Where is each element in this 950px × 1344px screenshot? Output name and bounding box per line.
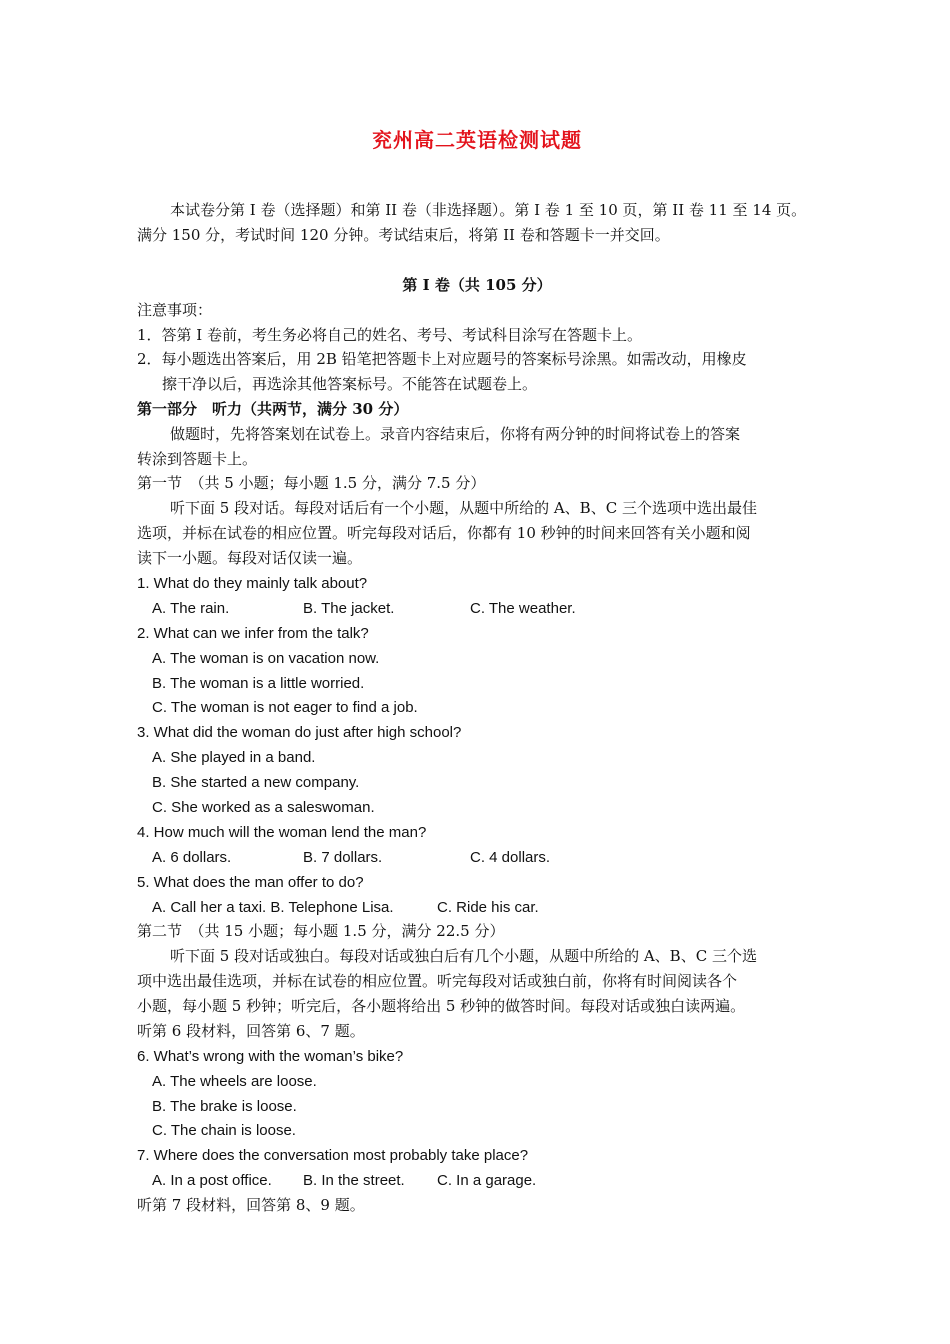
option-c: C. The chain is loose. xyxy=(152,1122,296,1139)
question-1-stem: 1. What do they mainly talk about? xyxy=(137,575,368,592)
section-2-desc-line-1: 听下面 5 段对话或独白。每段对话或独白后有几个小题，从题中所给的 A、B、C 三个选 xyxy=(170,947,757,965)
section-2-desc-line-3: 小题，每小题 5 秒钟；听完后，各小题将给出 5 秒钟的做答时间。每段对话或独白读两遍。 xyxy=(137,997,746,1015)
material-7-label: 听第 7 段材料，回答第 8、9 题。 xyxy=(137,1196,365,1214)
question-2-stem: 2. What can we infer from the talk? xyxy=(137,625,369,642)
intro-line-2: 满分 150 分，考试时间 120 分钟。考试结束后，将第 II 卷和答题卡一并交回。 xyxy=(137,226,670,244)
intro-line-1: 本试卷分第 I 卷（选择题）和第 II 卷（非选择题）。第 I 卷 1 至 10 页，第 II 卷 11 至 14 页。 xyxy=(170,201,807,219)
option-a-b: A. Call her a taxi. B. Telephone Lisa. xyxy=(152,899,394,916)
section-1-desc-line-3: 读下一小题。每段对话仅读一遍。 xyxy=(137,549,363,567)
option-a: A. The wheels are loose. xyxy=(152,1073,317,1090)
question-4-stem: 4. How much will the woman lend the man? xyxy=(137,824,427,841)
option-a: A. In a post office. xyxy=(152,1172,272,1189)
option-c: C. The weather. xyxy=(470,600,576,617)
part-1-heading: 第一部分 听力（共两节，满分 30 分） xyxy=(137,400,409,418)
option-b: B. In the street. xyxy=(303,1172,405,1189)
notes-label: 注意事项： xyxy=(137,301,213,319)
note-2-line-2: 擦干净以后，再选涂其他答案标号。不能答在试题卷上。 xyxy=(162,375,538,393)
option-c: C. Ride his car. xyxy=(437,899,539,916)
page-title: 兖州高二英语检测试题 xyxy=(372,128,582,152)
option-c: C. In a garage. xyxy=(437,1172,537,1189)
section-1-desc-line-1: 听下面 5 段对话。每段对话后有一个小题，从题中所给的 A、B、C 三个选项中选出最佳 xyxy=(170,499,757,517)
option-b: B. The woman is a little worried. xyxy=(152,675,365,692)
note-2-line-1: 2．每小题选出答案后，用 2B 铅笔把答题卡上对应题号的答案标号涂黑。如需改动，用橡皮 xyxy=(137,350,747,368)
question-6-stem: 6. What’s wrong with the woman’s bike? xyxy=(137,1048,404,1065)
part-1-desc-line-1: 做题时，先将答案划在试卷上。录音内容结束后，你将有两分钟的时间将试卷上的答案 xyxy=(170,425,741,443)
section-2-desc-line-2: 项中选出最佳选项，并标在试卷的相应位置。听完每段对话或独白前，你将有时间阅读各个 xyxy=(137,972,738,990)
question-7-stem: 7. Where does the conversation most probably take place? xyxy=(137,1147,529,1164)
material-6-label: 听第 6 段材料，回答第 6、7 题。 xyxy=(137,1022,365,1040)
option-b: B. The jacket. xyxy=(303,600,395,617)
option-a: A. She played in a band. xyxy=(152,749,316,766)
option-b: B. 7 dollars. xyxy=(303,849,383,866)
note-1: 1．答第 I 卷前，考生务必将自己的姓名、考号、考试科目涂写在答题卡上。 xyxy=(137,326,643,344)
part-1-desc-line-2: 转涂到答题卡上。 xyxy=(137,450,258,468)
option-c: C. She worked as a saleswoman. xyxy=(152,799,375,816)
option-c: C. The woman is not eager to find a job. xyxy=(152,699,418,716)
option-a: A. 6 dollars. xyxy=(152,849,232,866)
question-3-stem: 3. What did the woman do just after high school? xyxy=(137,724,462,741)
option-c: C. 4 dollars. xyxy=(470,849,551,866)
option-b: B. She started a new company. xyxy=(152,774,360,791)
option-b: B. The brake is loose. xyxy=(152,1098,297,1115)
option-a: A. The woman is on vacation now. xyxy=(152,650,380,667)
option-a: A. The rain. xyxy=(152,600,230,617)
section-1-heading: 第一节 （共 5 小题；每小题 1.5 分，满分 7.5 分） xyxy=(137,474,486,492)
section-1-desc-line-2: 选项，并标在试卷的相应位置。听完每段对话后，你都有 10 秒钟的时间来回答有关小题和阅 xyxy=(137,524,751,542)
question-5-stem: 5. What does the man offer to do? xyxy=(137,874,364,891)
section-2-heading: 第二节 （共 15 小题；每小题 1.5 分，满分 22.5 分） xyxy=(137,922,505,940)
volume-heading: 第 I 卷（共 105 分） xyxy=(402,276,552,294)
